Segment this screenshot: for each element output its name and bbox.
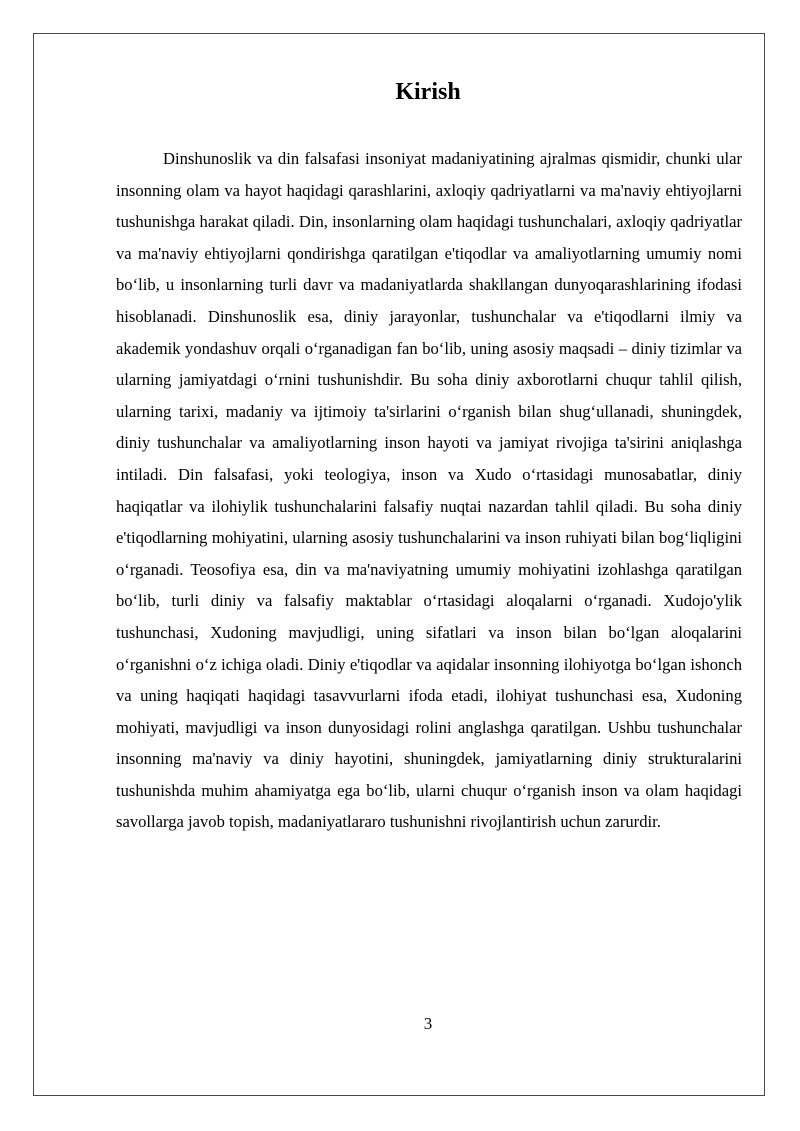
page-title: Kirish — [395, 79, 461, 105]
page-number: 3 — [423, 1014, 433, 1033]
body-paragraph: Dinshunoslik va din falsafasi insoniyat madaniyatining ajralmas qismidir, chunki ular insonning olam va hayot haqidagi qarashlarini, axloqiy qadriyatlarni va ma'naviy ehtiyojlarni tushunishga harakat qiladi. Din, insonlarning olam haqidagi tushunchalari, axloqiy qadriyatlar va ma'naviy ehtiyojlarni qondirishga qaratilgan e'tiqodlar va amaliyotlarning umumiy nomi bo‘lib, u insonlarning turli davr va madaniyatlarda shakllangan dunyoqarashlarining ifodasi hisoblanadi. Dinshunoslik esa, diniy jarayonlar, tushunchalar va e'tiqodlarni ilmiy va akademik yondashuv orqali o‘rganadigan fan bo‘lib, uning asosiy maqsadi – diniy tizimlar va ularning jamiyatdagi o‘rnini tushunishdir. Bu soha diniy axborotlarni chuqur tahlil qilish, ularning tarixi, madaniy va ijtimoiy ta'sirlarini o‘rganish bilan shug‘ullanadi, shuningdek, diniy tushunchalar va amaliyotlarning inson hayoti va jamiyat rivojiga ta'sirini aniqlashga intiladi. Din falsafasi, yoki teologiya, inson va Xudo o‘rtasidagi munosabatlar, diniy haqiqatlar va ilohiylik tushunchalarini falsafiy nuqtai nazardan tahlil qiladi. Bu soha diniy e'tiqodlarning mohiyatini, ularning asosiy tushunchalarini va inson ruhiyati bilan bog‘liqligini o‘rganadi. Teosofiya esa, din va ma'naviyatning umumiy mohiyatini izohlashga qaratilgan bo‘lib, turli diniy va falsafiy maktablar o‘rtasidagi aloqalarni o‘rganadi. Xudojo'ylik tushunchasi, Xudoning mavjudligi, uning sifatlari va inson bilan bo‘lgan aloqalarini o‘rganishni o‘z ichiga oladi. Diniy e'tiqodlar va aqidalar insonning ilohiyotga bo‘lgan ishonch va uning haqiqati haqidagi tasavvurlarni ifoda etadi, ilohiyat tushunchasi esa, Xudoning mohiyati, mavjudligi va inson dunyosidagi rolini anglashga qaratilgan. Ushbu tushunchalar insonning ma'naviy va diniy hayotini, shuningdek, jamiyatlarning diniy strukturalarini tushunishda muhim ahamiyatga ega bo‘lib, ularni chuqur o‘rganish inson va olam haqidagi savollarga javob topish, madaniyatlararo tushunishni rivojlantirish uchun zarurdir. — [116, 149, 742, 832]
